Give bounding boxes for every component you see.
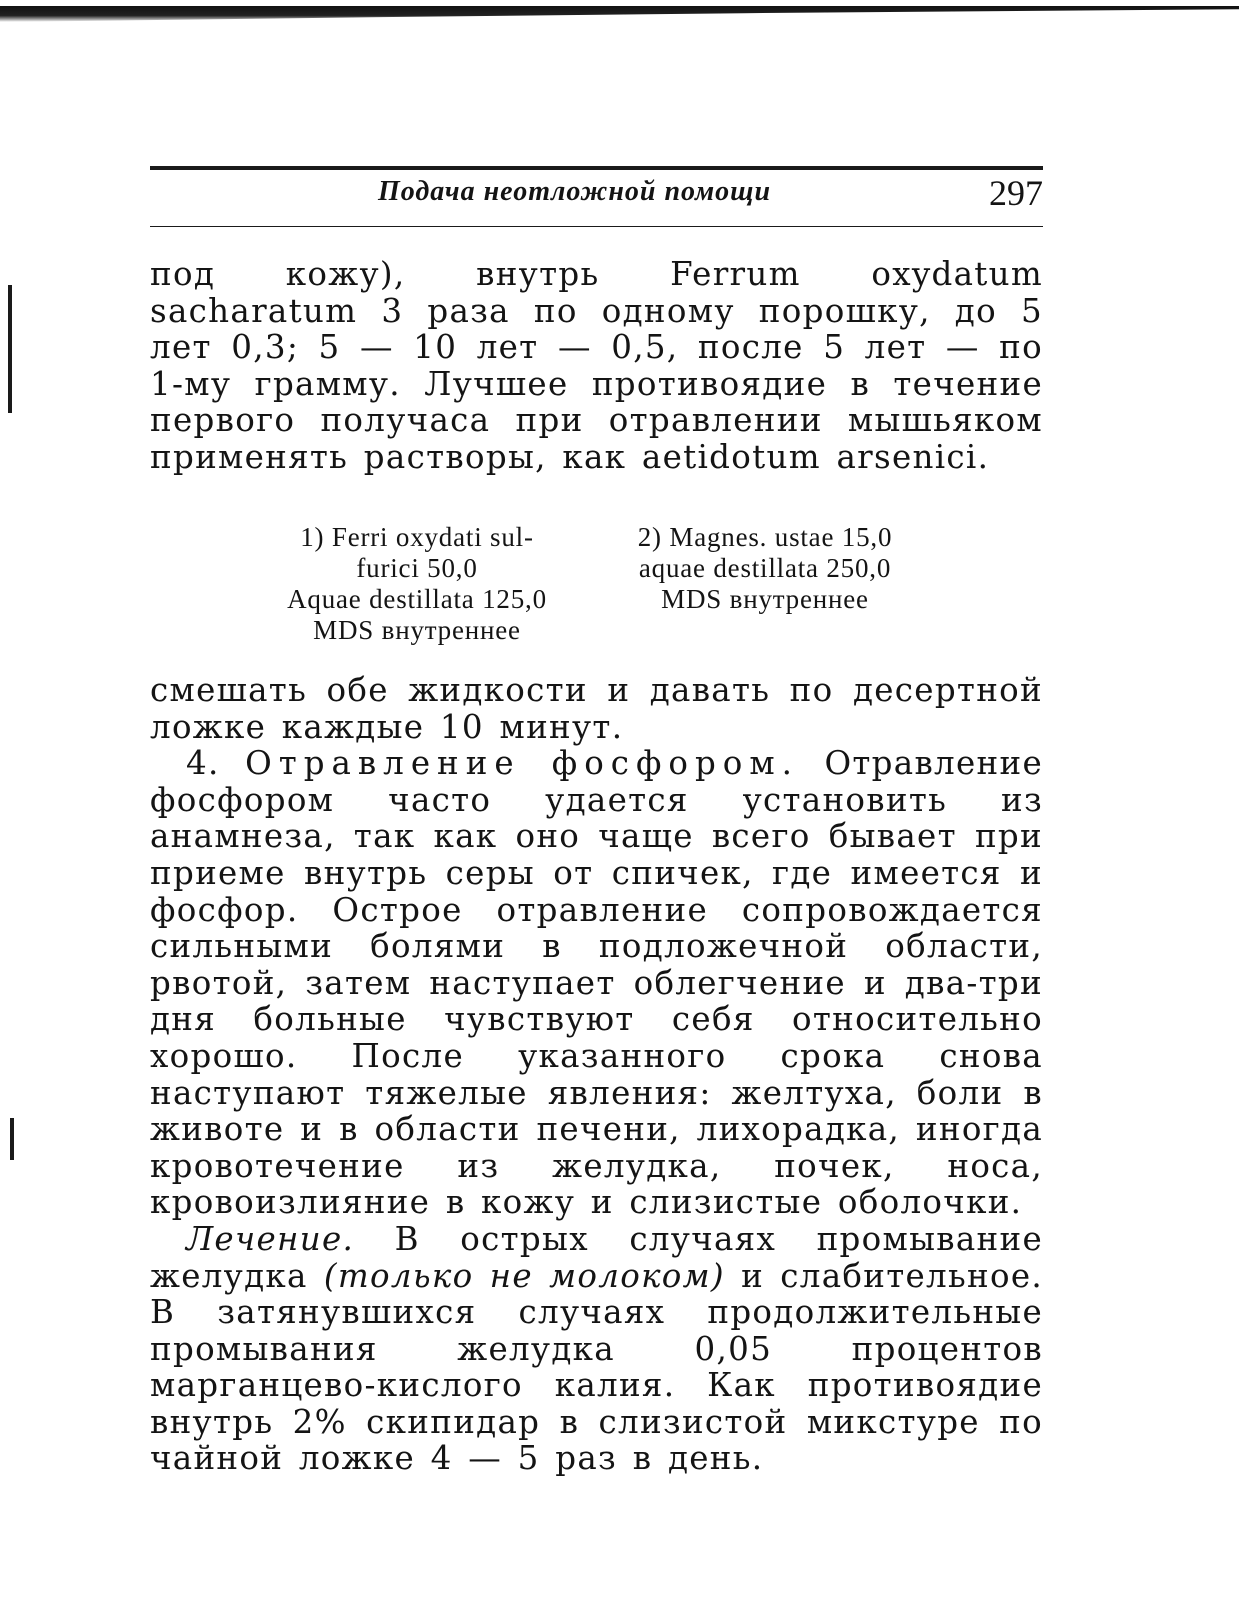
body-text-top xyxy=(150,256,1043,476)
paragraph-mixing-instructions: смешать обе жидкости и давать по десертной ложке каждые 10 минут. xyxy=(150,671,1043,746)
recipe-line: 2) Magnes. ustae 15,0 xyxy=(637,522,893,552)
recipe-line: 1) Ferri oxydati sul- xyxy=(300,522,534,552)
body-text-bottom xyxy=(150,672,1043,1477)
recipe-2 xyxy=(610,522,920,615)
treatment-label: Лечение. xyxy=(186,1219,355,1258)
recipe-block xyxy=(150,522,1043,645)
section-text: Отравление фосфором часто удается установить из анамнеза, так как оно чаще всего бывает при приеме внутрь серы от спичек, где имеется и фосфор. Острое отравление сопровождается сильными болями в подложечной области, рвотой, затем наступает облегчение и два-три дня больные чувствуют себя относительно хорошо. После указанного срока снова наступают тяжелые явления: желтуха, боли в животе и в области печени, лихорадка, иногда кровотечение из желудка, почек, носа, кровоизлияние в кожу и слизистые оболочки. xyxy=(150,744,1043,1222)
recipe-1 xyxy=(262,522,572,646)
section-heading: Отравление фосфором. xyxy=(245,744,799,783)
recipe-line: MDS внутреннее xyxy=(313,615,521,645)
scan-margin-mark xyxy=(10,1118,14,1160)
scan-edge-shadow xyxy=(0,6,1239,22)
paragraph-treatment xyxy=(150,1221,1043,1477)
paragraph-arsenic-treatment: под кожу), внутрь Ferrum oxydatum sacharatum 3 раза по одному порошку, до 5 лет 0,3; 5 — 10 лет — 0,5, после 5 лет — по 1-му грамму. Лучшее противоядие в течение первого получаса при отравлении мышьяком применять растворы, как aetidotum arsenici. xyxy=(150,255,1043,476)
paragraph-phosphorus-poisoning xyxy=(150,745,1043,1221)
treatment-text-b: и слабительное. В затянувшихся случаях продолжительные промывания желудка 0,05 процентов марганцево-кислого калия. Как противоядие внутрь 2% скипидар в слизистой микстуре по чайной ложке 4 — 5 раз в день. xyxy=(150,1256,1043,1478)
recipe-line: aquae destillata 250,0 xyxy=(638,553,892,583)
recipe-line: MDS внутреннее xyxy=(661,584,869,614)
treatment-italic-note: (только не молоком) xyxy=(323,1256,725,1295)
recipe-line: Aquae destillata 125,0 xyxy=(287,584,547,614)
page-number: 297 xyxy=(989,173,1043,213)
recipe-line: furici 50,0 xyxy=(356,553,478,583)
treatment-text-a: В острых случаях промывание желудка xyxy=(150,1219,1043,1295)
section-number: 4. xyxy=(186,744,220,783)
scan-margin-mark xyxy=(8,285,12,413)
page-header xyxy=(150,166,1043,227)
running-title: Подача неотложной помощи xyxy=(378,176,772,207)
